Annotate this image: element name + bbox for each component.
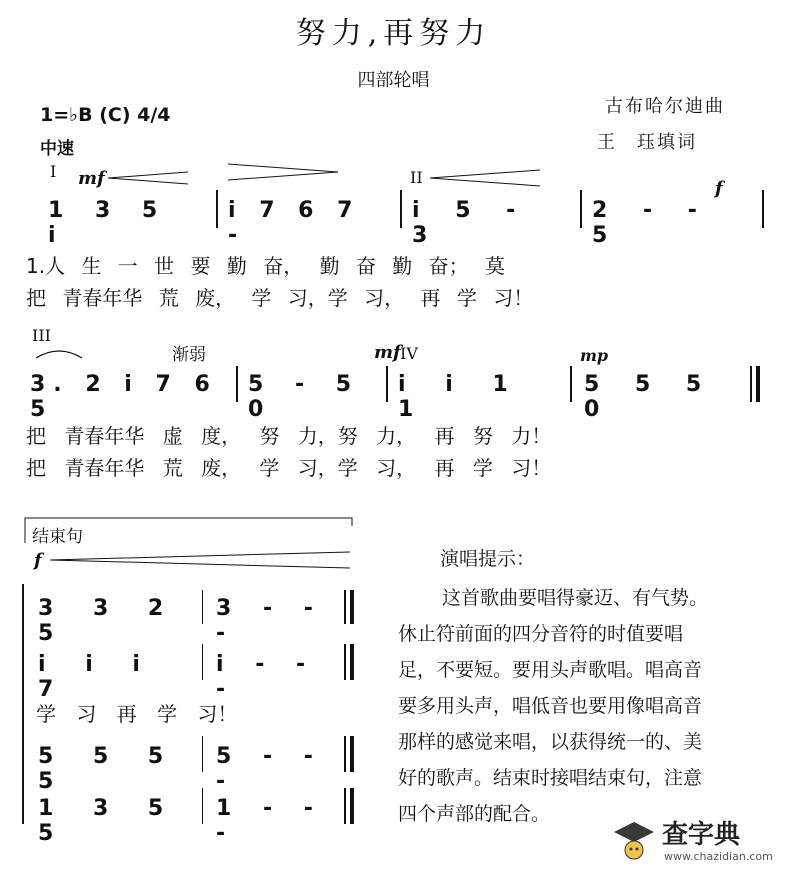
ending-part-2b: i - - -: [216, 652, 318, 702]
section-label-1: I: [50, 162, 57, 181]
final-barline: [344, 644, 346, 680]
song-subtitle: 四部轮唱: [357, 70, 430, 91]
repeat-barline-thick: [756, 366, 760, 402]
watermark: [612, 812, 782, 868]
barline: [202, 644, 203, 680]
barline: [202, 590, 203, 624]
song-title: 努力,再努力: [295, 16, 492, 51]
lyric-verse-2: 把 青春年华 荒 废， 学 习，学 习， 再 学 习！: [26, 286, 534, 310]
ending-part-2: i i i 7: [38, 652, 156, 702]
ending-label: 结束句: [32, 527, 83, 547]
final-barline: [344, 736, 346, 772]
measure-1-4: 2 - - 5: [592, 198, 711, 248]
hint-line: 休止符前面的四分音符的时值要唱: [398, 623, 684, 645]
hint-line: 那样的感觉来唱，以获得统一的、美: [398, 731, 703, 753]
ending-part-4: 1 3 5 5: [38, 796, 180, 846]
composer-credit: 古布哈尔迪曲: [605, 96, 725, 117]
dynamic-mp: mp: [580, 346, 609, 365]
slur: [34, 346, 84, 360]
key-signature: 1=♭B (C) 4/4: [40, 104, 171, 126]
final-barline-thick: [350, 590, 354, 624]
crescendo-hairpin-3: [50, 550, 350, 570]
ending-part-1b: 3 - - -: [216, 596, 325, 646]
section-label-2: II: [410, 168, 423, 187]
hints-title: 演唱提示：: [440, 548, 536, 570]
final-barline-thick: [350, 788, 354, 824]
system-brace: [22, 584, 24, 824]
crescendo-hairpin-2: [430, 168, 540, 188]
decrescendo-text: 渐弱: [172, 345, 206, 365]
barline: [570, 366, 572, 402]
measure-1-1: 1 3 5 i: [48, 198, 170, 248]
hint-line: 这首歌曲要唱得豪迈、有气势。: [442, 587, 709, 609]
mortarboard-icon: [612, 818, 656, 862]
final-barline-thick: [350, 736, 354, 772]
measure-2-3: i i 1 1: [398, 372, 524, 422]
dynamic-f: f: [715, 178, 723, 199]
ending-part-3b: 5 - - -: [216, 744, 325, 794]
barline: [236, 366, 238, 402]
crescendo-hairpin: [108, 170, 188, 186]
lyric-verse-1: 1.人 生 一 世 要 勤 奋， 勤 奋 勤 奋； 莫: [26, 254, 506, 278]
lyric-verse-1-line2: 把 青春年华 虚 度， 努 力，努 力， 再 努 力！: [26, 424, 552, 448]
measure-1-2: i 7 6 7 -: [228, 198, 361, 248]
watermark-brand: 查字典: [662, 820, 741, 850]
ending-part-1: 3 3 2 5: [38, 596, 180, 646]
dynamic-mf-2: mf: [374, 342, 401, 363]
repeat-barline: [750, 366, 752, 402]
tempo-marking: 中速: [40, 139, 74, 159]
measure-2-2: 5 - 5 0: [248, 372, 364, 422]
hints-body: [398, 580, 778, 832]
section-label-4: IV: [400, 344, 418, 363]
lyric-verse-2-line2: 把 青春年华 荒 废， 学 习，学 习， 再 学 习！: [26, 456, 552, 480]
ending-part-3: 5 5 5 5: [38, 744, 180, 794]
final-barline: [344, 590, 346, 624]
ending-part-4b: 1 - - -: [216, 796, 325, 846]
ending-lyric: 学 习 再 学 习！: [36, 702, 238, 726]
measure-1-3: i 5 - 3: [412, 198, 530, 248]
lyricist-credit: 王 珏填词: [597, 132, 697, 153]
watermark-url: www.chazidian.com: [664, 850, 773, 863]
final-barline-thick: [350, 644, 354, 680]
hint-line: 好的歌声。结束时接唱结束句，注意: [398, 767, 703, 789]
section-label-3: III: [32, 326, 51, 345]
barline: [580, 190, 582, 228]
measure-2-4: 5 5 5 0: [584, 372, 716, 422]
hint-line: 足，不要短。要用头声歌唱。唱高音: [398, 659, 703, 681]
barline: [202, 788, 203, 824]
barline: [762, 190, 764, 228]
hint-line: 要多用头声，唱低音也要用像唱高音: [398, 695, 703, 717]
barline: [386, 366, 388, 402]
dynamic-f-2: f: [34, 550, 42, 571]
diminuendo-hairpin: [228, 162, 338, 182]
hint-line: 四个声部的配合。: [398, 803, 551, 825]
barline: [216, 190, 218, 228]
barline: [400, 190, 402, 228]
measure-2-1: 3. 2 i 7 6 5: [30, 372, 218, 422]
final-barline: [344, 788, 346, 824]
barline: [202, 736, 203, 772]
dynamic-mf: mf: [78, 168, 105, 189]
